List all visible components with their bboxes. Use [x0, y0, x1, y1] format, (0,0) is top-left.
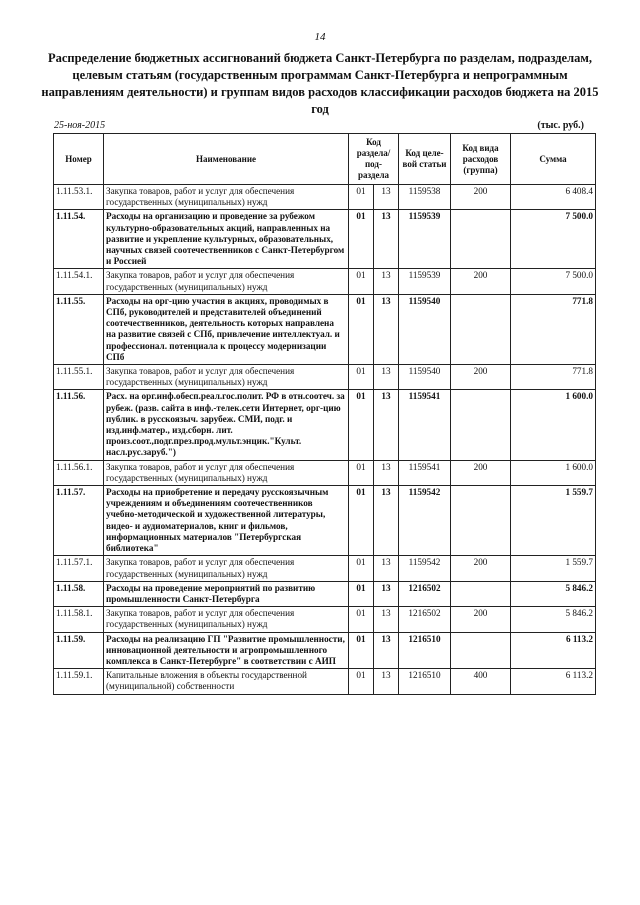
row-number: 1.11.58.1. [54, 607, 104, 632]
row-amount: 771.8 [511, 365, 596, 390]
row-subsection-code: 13 [374, 669, 399, 694]
row-subsection-code: 13 [374, 581, 399, 606]
row-section-code: 01 [349, 365, 374, 390]
row-number: 1.11.58. [54, 581, 104, 606]
row-name: Закупка товаров, работ и услуг для обеспечения государственных (муниципальных) нужд [104, 365, 349, 390]
document-title: Распределение бюджетных ассигнований бюджета Санкт-Петербурга по разделам, подразделам, целевым статьям (государственным программам Санкт-Петербурга и непрограммным направлениям деятельности) и группам видов расходов классификации расходов бюджета на 2015 год [41, 51, 599, 116]
row-subsection-code: 13 [374, 556, 399, 581]
table-row [54, 269, 596, 294]
header-amount: Сумма [511, 134, 596, 185]
row-number: 1.11.59. [54, 632, 104, 669]
row-subsection-code: 13 [374, 365, 399, 390]
row-number: 1.11.56. [54, 390, 104, 460]
row-subsection-code: 13 [374, 269, 399, 294]
row-subsection-code: 13 [374, 390, 399, 460]
row-amount: 6 113.2 [511, 632, 596, 669]
row-amount: 5 846.2 [511, 607, 596, 632]
row-number: 1.11.57. [54, 486, 104, 556]
row-name: Закупка товаров, работ и услуг для обеспечения государственных (муниципальных) нужд [104, 556, 349, 581]
row-name: Капитальные вложения в объекты государственной (муниципальной) собственности [104, 669, 349, 694]
row-name: Расходы на орг-цию участия в акциях, проводимых в СПб, руководителей и представителей объединений соотечественников, деятельность которых направлена на развитие связей с СПб, привлечение интеллектуал. и профессионал. потенциала к процессу модернизации СПб [104, 294, 349, 364]
row-amount: 7 500.0 [511, 269, 596, 294]
row-target-code: 1216510 [399, 632, 451, 669]
row-section-code: 01 [349, 607, 374, 632]
budget-table [53, 133, 596, 695]
row-expense-type-code: 200 [451, 556, 511, 581]
row-section-code: 01 [349, 556, 374, 581]
table-row [54, 486, 596, 556]
row-expense-type-code [451, 632, 511, 669]
row-name: Расходы на реализацию ГП "Развитие промышленности, инновационной деятельности и агропромышленного комплекса в Санкт-Петербурге" в соответствии с АИП [104, 632, 349, 669]
row-target-code: 1159542 [399, 556, 451, 581]
row-section-code: 01 [349, 269, 374, 294]
table-body [54, 185, 596, 695]
table-row [54, 581, 596, 606]
row-section-code: 01 [349, 486, 374, 556]
row-name: Расходы на организацию и проведение за рубежом культурно-образовательных акций, направленных на развитие и укрепление культурных, образовательных, научных связей соотечественников с Санкт-Петербургом и Россией [104, 210, 349, 269]
row-section-code: 01 [349, 460, 374, 485]
header-name: Наименование [104, 134, 349, 185]
row-target-code: 1159538 [399, 185, 451, 210]
row-amount: 1 559.7 [511, 556, 596, 581]
row-expense-type-code [451, 390, 511, 460]
row-expense-type-code: 200 [451, 185, 511, 210]
units-label: (тыс. руб.) [537, 120, 584, 131]
row-number: 1.11.55.1. [54, 365, 104, 390]
row-target-code: 1159540 [399, 365, 451, 390]
table-row [54, 294, 596, 364]
row-subsection-code: 13 [374, 632, 399, 669]
page-number: 14 [314, 31, 326, 43]
row-target-code: 1159541 [399, 390, 451, 460]
row-amount: 771.8 [511, 294, 596, 364]
row-section-code: 01 [349, 632, 374, 669]
document-date: 25-ноя-2015 [54, 120, 106, 131]
header-section: Код раздела/ под-раздела [349, 134, 399, 185]
row-name: Закупка товаров, работ и услуг для обеспечения государственных (муниципальных) нужд [104, 269, 349, 294]
table-header-row [54, 134, 596, 185]
row-subsection-code: 13 [374, 210, 399, 269]
row-amount: 1 600.0 [511, 460, 596, 485]
row-target-code: 1216510 [399, 669, 451, 694]
row-section-code: 01 [349, 185, 374, 210]
row-name: Расходы на проведение мероприятий по развитию промышленности Санкт-Петербурга [104, 581, 349, 606]
row-number: 1.11.55. [54, 294, 104, 364]
row-number: 1.11.56.1. [54, 460, 104, 485]
table-row [54, 210, 596, 269]
row-number: 1.11.59.1. [54, 669, 104, 694]
row-subsection-code: 13 [374, 294, 399, 364]
row-name: Закупка товаров, работ и услуг для обеспечения государственных (муниципальных) нужд [104, 460, 349, 485]
header-expense-type: Код вида расходов (группа) [451, 134, 511, 185]
row-target-code: 1216502 [399, 581, 451, 606]
row-target-code: 1159542 [399, 486, 451, 556]
row-target-code: 1159539 [399, 210, 451, 269]
table-row [54, 556, 596, 581]
table-row [54, 669, 596, 694]
row-amount: 6 113.2 [511, 669, 596, 694]
table-row [54, 632, 596, 669]
row-amount: 7 500.0 [511, 210, 596, 269]
row-section-code: 01 [349, 581, 374, 606]
row-expense-type-code [451, 486, 511, 556]
row-subsection-code: 13 [374, 185, 399, 210]
row-expense-type-code: 200 [451, 365, 511, 390]
row-number: 1.11.53.1. [54, 185, 104, 210]
row-section-code: 01 [349, 669, 374, 694]
row-number: 1.11.54. [54, 210, 104, 269]
row-target-code: 1159539 [399, 269, 451, 294]
row-expense-type-code: 200 [451, 607, 511, 632]
row-amount: 5 846.2 [511, 581, 596, 606]
row-name: Расходы на приобретение и передачу русскоязычным учреждениям и объединениям соотечественников учебно-методической и художественной литературы, видео- и аудиоматериалов, книг и фильмов, информационных материалов "Петербургская библиотека" [104, 486, 349, 556]
table-row [54, 460, 596, 485]
row-expense-type-code [451, 581, 511, 606]
row-expense-type-code [451, 210, 511, 269]
row-expense-type-code: 200 [451, 269, 511, 294]
table-row [54, 390, 596, 460]
row-subsection-code: 13 [374, 607, 399, 632]
row-name: Закупка товаров, работ и услуг для обеспечения государственных (муниципальных) нужд [104, 607, 349, 632]
table-row [54, 365, 596, 390]
row-name: Расх. на орг.инф.обесп.реал.гос.полит. РФ в отн.соотеч. за рубеж. (разв. сайта в инф.-телек.сети Интернет, орг-цию публик. в русскоязыч. зарубеж. СМИ, подг. и изд.инф.матер., изд.сборн. лит. произ.соот.,подг.през.прод.мульт.энцик."Культ. насл.рус.заруб.") [104, 390, 349, 460]
row-expense-type-code [451, 294, 511, 364]
row-expense-type-code: 400 [451, 669, 511, 694]
row-name: Закупка товаров, работ и услуг для обеспечения государственных (муниципальных) нужд [104, 185, 349, 210]
row-section-code: 01 [349, 294, 374, 364]
row-amount: 1 559.7 [511, 486, 596, 556]
row-expense-type-code: 200 [451, 460, 511, 485]
row-subsection-code: 13 [374, 486, 399, 556]
row-number: 1.11.54.1. [54, 269, 104, 294]
header-number: Номер [54, 134, 104, 185]
row-target-code: 1159541 [399, 460, 451, 485]
row-amount: 1 600.0 [511, 390, 596, 460]
table-row [54, 607, 596, 632]
header-target: Код целе-вой статьи [399, 134, 451, 185]
row-amount: 6 408.4 [511, 185, 596, 210]
table-row [54, 185, 596, 210]
row-target-code: 1216502 [399, 607, 451, 632]
row-number: 1.11.57.1. [54, 556, 104, 581]
row-section-code: 01 [349, 390, 374, 460]
row-target-code: 1159540 [399, 294, 451, 364]
row-section-code: 01 [349, 210, 374, 269]
row-subsection-code: 13 [374, 460, 399, 485]
